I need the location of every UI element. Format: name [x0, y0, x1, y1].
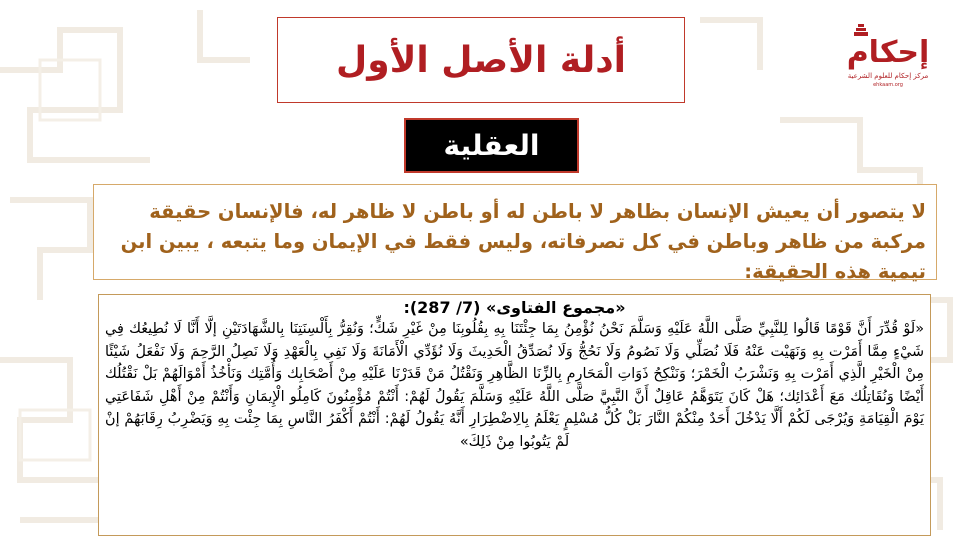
quote-text: «لَوْ قُدِّرَ أَنَّ قَوْمًا قَالُوا لِلنَّبِيِّ صَلَّى اللَّهُ عَلَيْهِ وَسَلَّمَ نَحْنُ نُؤْمِنُ بِمَا جِئْتَنَا بِهِ بِقُلُوبِنَا مِنْ غَيْرِ شَكٍّ؛ وَنُقِرُّ بِأَلْسِنَتِنَا بِالشَّهَادَتَيْنِ إلَّا أَنَّا لَا نُطِيعُك فِي شَيْءٍ مِمَّا أَمَرْت بِهِ وَنَهَيْت عَنْهُ فَلَا نُصَلِّي وَلَا نَصُومُ وَلَا نَحُجُّ وَلَا نُصَدِّقُ الْحَدِيثَ وَلَا نُؤَدِّي الْأَمَانَةَ وَلَا نَفِي بِالْعَهْدِ وَلَا نَصِلُ الرَّحِمَ وَلَا نَفْعَلُ شَيْئًا مِنْ الْخَيْرِ الَّذِي أَمَرْت بِهِ وَنَشْرَبُ الْخَمْرَ؛ وَنَنْكِحُ ذَوَاتِ الْمَحَارِمِ بِالزِّنَا الظَّاهِرِ وَنَقْتُلُ مَنْ قَدَرْنَا عَلَيْهِ مِنْ أَصْحَابِك وَأُمَّتِك وَنَأْخُذُ أَمْوَالَهُمْ بَلْ نَقْتُلُك أَيْضًا وَنُقَاتِلُك مَعَ أَعْدَائِك؛ هَلْ كَانَ يَتَوَهَّمُ عَاقِلٌ أَنَّ النَّبِيَّ صَلَّى اللَّهُ عَلَيْهِ وَسَلَّمَ يَقُولُ لَهُمْ: أَنْتُمْ مُؤْمِنُونَ كَامِلُو الْإِيمَانِ وَأَنْتُمْ مِنْ أَهْلِ شَفَاعَتِي يَوْمَ الْقِيَامَةِ وَيُرْجَى لَكُمْ أَلَّا يَدْخُلَ أَحَدٌ مِنْكُمْ النَّارَ بَلْ كُلُّ مُسْلِمٍ يَعْلَمُ بِالِاضْطِرَارِ أَنَّهُ يَقُولُ لَهُمْ: أَنْتُمْ أَكْفَرُ النَّاسِ بِمَا جِئْت بِهِ وَيَضْرِبُ رِقَابَهُمْ إنْ لَمْ يَتُوبُوا مِنْ ذَلِكَ»: [105, 321, 924, 450]
quote-box: [98, 294, 931, 536]
intro-box: [93, 184, 937, 283]
logo-tagline: مركز إحكام للعلوم الشرعية: [847, 72, 929, 80]
logo-url: ehkaam.org: [873, 82, 903, 88]
subtitle-box: [404, 118, 579, 173]
page-title: أدلة الأصل الأول: [335, 39, 627, 81]
logo: [838, 22, 938, 92]
intro-paragraph: لا يتصور أن يعيش الإنسان بظاهر لا باطن له أو باطن لا ظاهر له، فالإنسان حقيقة مركبة من ظاهر وباطن في كل تصرفاته، وليس فقط في الإيمان وما يتبعه ، يبين ابن تيمية هذه الحقيقة:: [120, 200, 926, 283]
section-subtitle: العقلية: [443, 129, 540, 162]
title-box: [277, 17, 685, 103]
logo-name: إحكام: [846, 35, 930, 70]
quote-source: «مجموع الفتاوى» (7/ 287):: [403, 298, 626, 317]
